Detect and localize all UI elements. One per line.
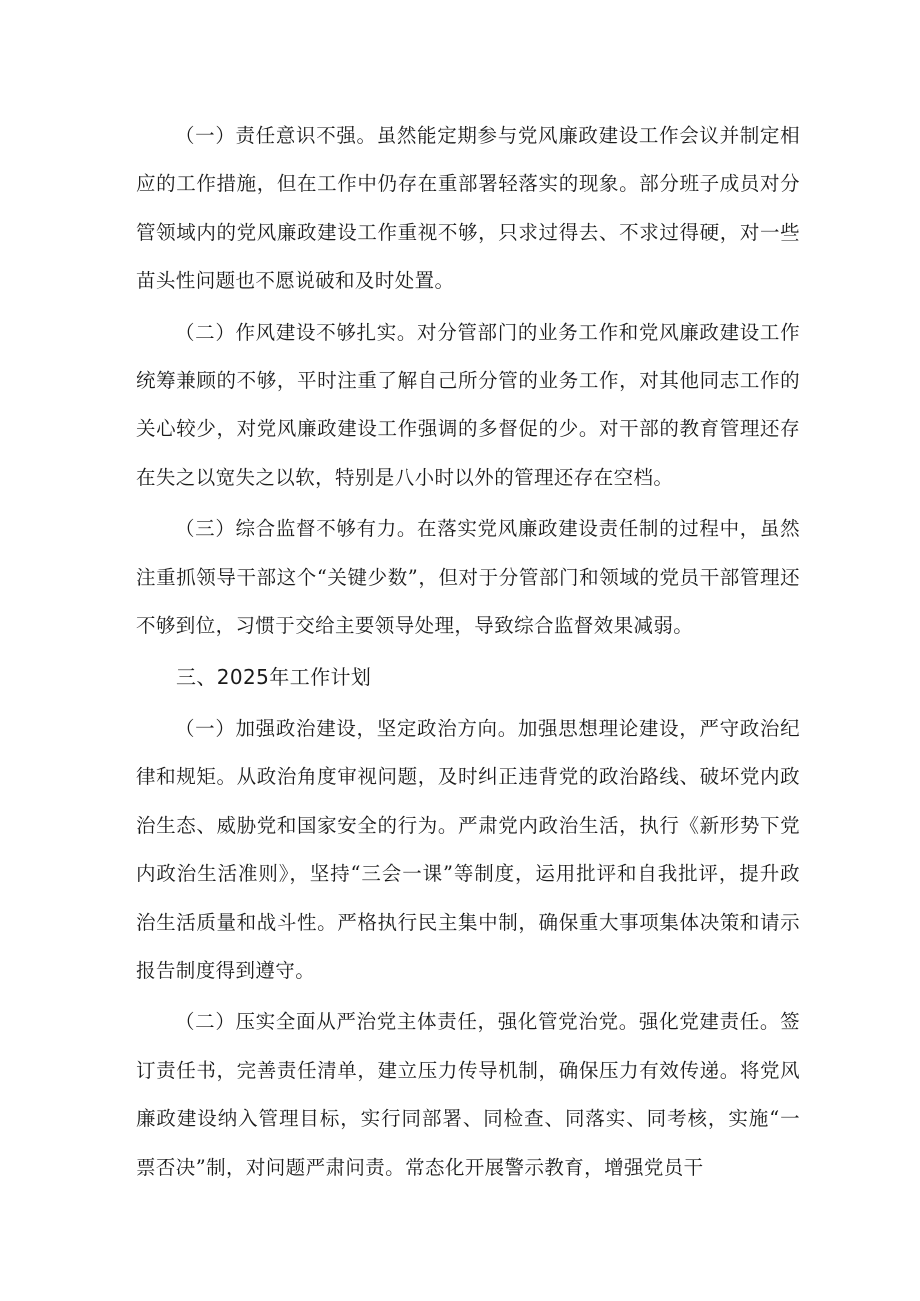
paragraph-political-construction: （一）加强政治建设，坚定政治方向。加强思想理论建设，严守政治纪律和规矩。从政治角度审视问题，及时纠正违背党的政治路线、破坏党内政治生态、威胁党和国家安全的行为。严肃党内政治生活，执行《新形势下党内政治生活准则》，坚持“三会一课”等制度，运用批评和自我批评，提升政治生活质量和战斗性。严格执行民主集中制，确保重大事项集体决策和请示报告制度得到遵守。 bbox=[136, 716, 800, 982]
paragraph-work-style: （二）作风建设不够扎实。对分管部门的业务工作和党风廉政建设工作统筹兼顾的不够，平时注重了解自己所分管的业务工作，对其他同志工作的关心较少，对党风廉政建设工作强调的多督促的少。对干部的教育管理还存在失之以宽失之以软，特别是八小时以外的管理还存在空档。 bbox=[136, 320, 800, 489]
paragraph-party-governance: （二）压实全面从严治党主体责任，强化管党治党。强化党建责任。签订责任书，完善责任清单，建立压力传导机制，确保压力有效传递。将党风廉政建设纳入管理目标，实行同部署、同检查、同落实、同考核，实施“一票否决”制，对问题严肃问责。常态化开展警示教育，增强党员干 bbox=[136, 1010, 800, 1179]
document-body bbox=[136, 112, 800, 1195]
section-heading-work-plan: 三、2025年工作计划 bbox=[176, 665, 372, 690]
paragraph-supervision: （三）综合监督不够有力。在落实党风廉政建设责任制的过程中，虽然注重抓领导干部这个“关键少数”，但对于分管部门和领域的党员干部管理还不够到位，习惯于交给主要领导处理，导致综合监督效果减弱。 bbox=[136, 517, 800, 638]
paragraph-responsibility-awareness: （一）责任意识不强。虽然能定期参与党风廉政建设工作会议并制定相应的工作措施，但在工作中仍存在重部署轻落实的现象。部分班子成员对分管领域内的党风廉政建设工作重视不够，只求过得去、不求过得硬，对一些苗头性问题也不愿说破和及时处置。 bbox=[136, 124, 800, 293]
